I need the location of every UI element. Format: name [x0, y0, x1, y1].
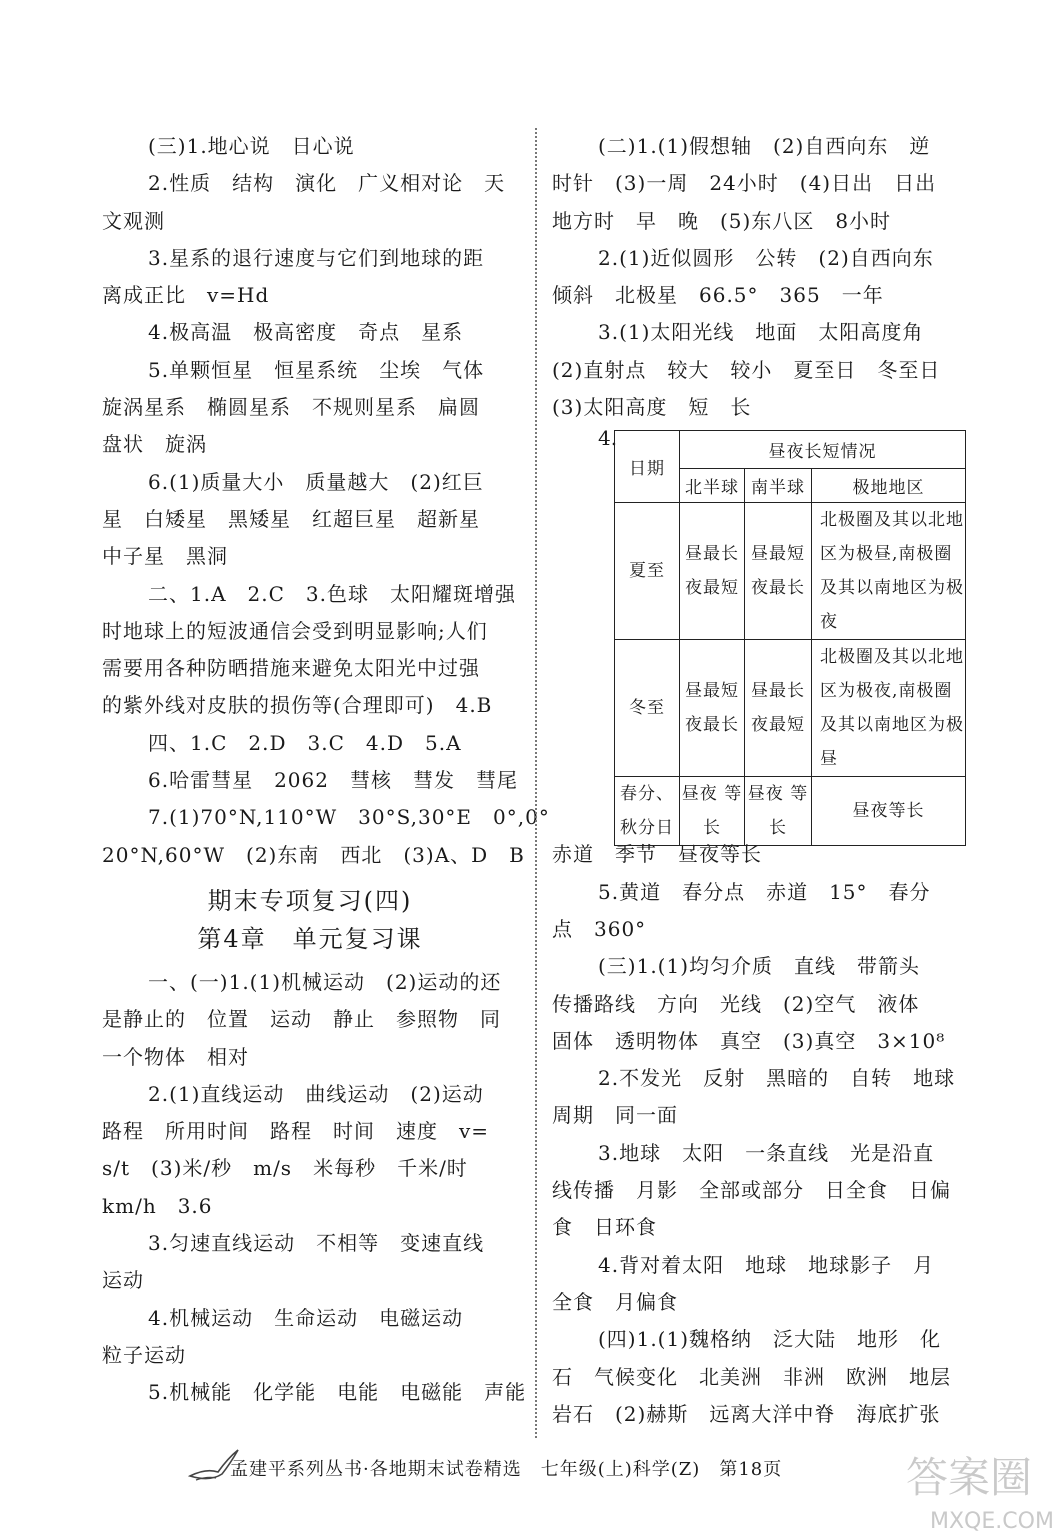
answer-line: 旋涡星系 椭圆星系 不规则星系 扁圆 — [102, 395, 480, 420]
row-date: 夏至 — [615, 503, 680, 640]
table-row — [615, 777, 966, 846]
answer-line: 一、(一)1.(1)机械运动 (2)运动的还 — [148, 969, 502, 994]
answer-line: 运动 — [102, 1268, 144, 1293]
answer-line: 传播路线 方向 光线 (2)空气 液体 — [552, 991, 920, 1016]
day-night-table — [614, 430, 966, 846]
answer-line: 路程 所用时间 路程 时间 速度 v= — [102, 1119, 490, 1144]
answer-line: 点 360° — [552, 916, 647, 941]
answer-line: 5.单颗恒星 恒星系统 尘埃 气体 — [148, 357, 485, 382]
table-row — [615, 640, 966, 777]
answer-line: 中子星 黑洞 — [102, 544, 228, 569]
row-date: 春分、秋分日 — [615, 777, 680, 846]
answer-line: 地方时 早 晚 (5)东八区 8小时 — [552, 208, 892, 233]
answer-line: 文观测 — [102, 208, 165, 233]
right-column — [552, 128, 966, 1433]
answer-line: 一个物体 相对 — [102, 1044, 249, 1069]
day-night-table-block — [552, 426, 966, 839]
row-date: 冬至 — [615, 640, 680, 777]
row-south: 昼夜 等长 — [745, 777, 812, 846]
table-row — [615, 503, 966, 640]
left-column — [102, 128, 550, 1412]
answer-line: 倾斜 北极星 66.5° 365 一年 — [552, 283, 884, 308]
header-date: 日期 — [615, 431, 680, 503]
answer-line: (三)1.(1)均匀介质 直线 带箭头 — [598, 954, 921, 979]
answer-line: 7.(1)70°N,110°W 30°S,30°E 0°,0° — [148, 805, 550, 830]
page-footer: 孟建平系列丛书·各地期末试卷精选 七年级(上)科学(Z) 第18页 — [230, 1459, 783, 1480]
answer-line: 离成正比 v=Hd — [102, 283, 270, 308]
answer-line: 周期 同一面 — [552, 1103, 678, 1128]
row-north: 昼最长 夜最短 — [680, 503, 745, 640]
answer-line: (2)直射点 较大 较小 夏至日 冬至日 — [552, 357, 941, 382]
watermark-line1: 答案圈 — [906, 1453, 1033, 1502]
answer-line: 20°N,60°W (2)东南 西北 (3)A、D B — [102, 842, 525, 867]
answer-line: 全食 月偏食 — [552, 1289, 678, 1314]
answer-line: 4.背对着太阳 地球 地球影子 月 — [598, 1252, 935, 1277]
column-divider — [535, 128, 537, 1438]
answer-line: 5.机械能 化学能 电能 电磁能 声能 — [148, 1380, 527, 1405]
answer-line: 6.(1)质量大小 质量越大 (2)红巨 — [148, 469, 484, 494]
row-north: 昼夜 等长 — [680, 777, 745, 846]
answer-line: 需要用各种防晒措施来避免太阳光中过强 — [102, 656, 480, 681]
answer-line: 5.黄道 春分点 赤道 15° 春分 — [598, 879, 931, 904]
chapter-heading: 第4章 单元复习课 — [197, 924, 423, 953]
answer-line: 3.星系的退行速度与它们到地球的距 — [148, 245, 485, 270]
answer-line: 3.(1)太阳光线 地面 太阳高度角 — [598, 320, 924, 345]
row-south: 昼最长 夜最短 — [745, 640, 812, 777]
answer-line: 2.(1)近似圆形 公转 (2)自西向东 — [598, 245, 934, 270]
answer-line: 是静止的 位置 运动 静止 参照物 同 — [102, 1007, 501, 1032]
item-number: 4. — [598, 426, 618, 451]
answer-line: km/h 3.6 — [102, 1193, 213, 1218]
row-north: 昼最短 夜最长 — [680, 640, 745, 777]
answer-line: 4.极高温 极高密度 奇点 星系 — [148, 320, 464, 345]
answer-line: 二、1.A 2.C 3.色球 太阳耀斑增强 — [148, 581, 516, 606]
header-group: 昼夜长短情况 — [680, 431, 966, 469]
answer-line: 时地球上的短波通信会受到明显影响;人们 — [102, 618, 488, 643]
answer-line: 6.哈雷彗星 2062 彗核 彗发 彗尾 — [148, 768, 518, 793]
section-heading: 期末专项复习(四) — [207, 886, 413, 915]
answer-line: (四)1.(1)魏格纳 泛大陆 地形 化 — [598, 1327, 942, 1352]
answer-line: 石 气候变化 北美洲 非洲 欧洲 地层 — [552, 1364, 951, 1389]
row-polar: 北极圈及其以北地区为极昼,南极圈及其以南地区为极夜 — [812, 503, 966, 640]
answer-line: 4.机械运动 生命运动 电磁运动 — [148, 1305, 464, 1330]
answer-line: 线传播 月影 全部或部分 日全食 日偏 — [552, 1178, 951, 1203]
answer-line: 2.(1)直线运动 曲线运动 (2)运动 — [148, 1081, 484, 1106]
answer-line: (3)太阳高度 短 长 — [552, 395, 752, 420]
answer-line: 2.性质 结构 演化 广义相对论 天 — [148, 171, 506, 196]
answer-line: s/t (3)米/秒 m/s 米每秒 千米/时 — [102, 1156, 468, 1181]
answer-line: 赤道 季节 昼夜等长 — [552, 842, 762, 867]
answer-line: 3.匀速直线运动 不相等 变速直线 — [148, 1231, 485, 1256]
header-north: 北半球 — [680, 469, 745, 503]
watermark-logo-icon — [900, 1440, 1060, 1536]
answer-line: 时针 (3)一周 24小时 (4)日出 日出 — [552, 171, 937, 196]
answer-line: (二)1.(1)假想轴 (2)自西向东 逆 — [598, 134, 931, 158]
watermark-line2: MXQE.COM — [930, 1509, 1054, 1534]
answer-line: 食 日环食 — [552, 1215, 657, 1240]
row-south: 昼最短 夜最长 — [745, 503, 812, 640]
answer-line: 固体 透明物体 真空 (3)真空 3×10⁸ — [552, 1028, 946, 1053]
answer-line: (三)1.地心说 日心说 — [148, 134, 355, 158]
answer-line: 岩石 (2)赫斯 远离大洋中脊 海底扩张 — [552, 1401, 941, 1426]
answer-line: 盘状 旋涡 — [102, 432, 207, 457]
answer-line: 2.不发光 反射 黑暗的 自转 地球 — [598, 1066, 956, 1091]
answer-line: 3.地球 太阳 一条直线 光是沿直 — [598, 1140, 935, 1165]
answer-line: 星 白矮星 黑矮星 红超巨星 超新星 — [102, 506, 480, 531]
header-south: 南半球 — [745, 469, 812, 503]
header-polar: 极地地区 — [812, 469, 966, 503]
answer-line: 的紫外线对皮肤的损伤等(合理即可) 4.B — [102, 693, 493, 718]
row-polar: 北极圈及其以北地区为极夜,南极圈及其以南地区为极昼 — [812, 640, 966, 777]
answer-line: 粒子运动 — [102, 1342, 186, 1367]
row-polar: 昼夜等长 — [812, 777, 966, 846]
answer-line: 四、1.C 2.D 3.C 4.D 5.A — [148, 730, 462, 755]
